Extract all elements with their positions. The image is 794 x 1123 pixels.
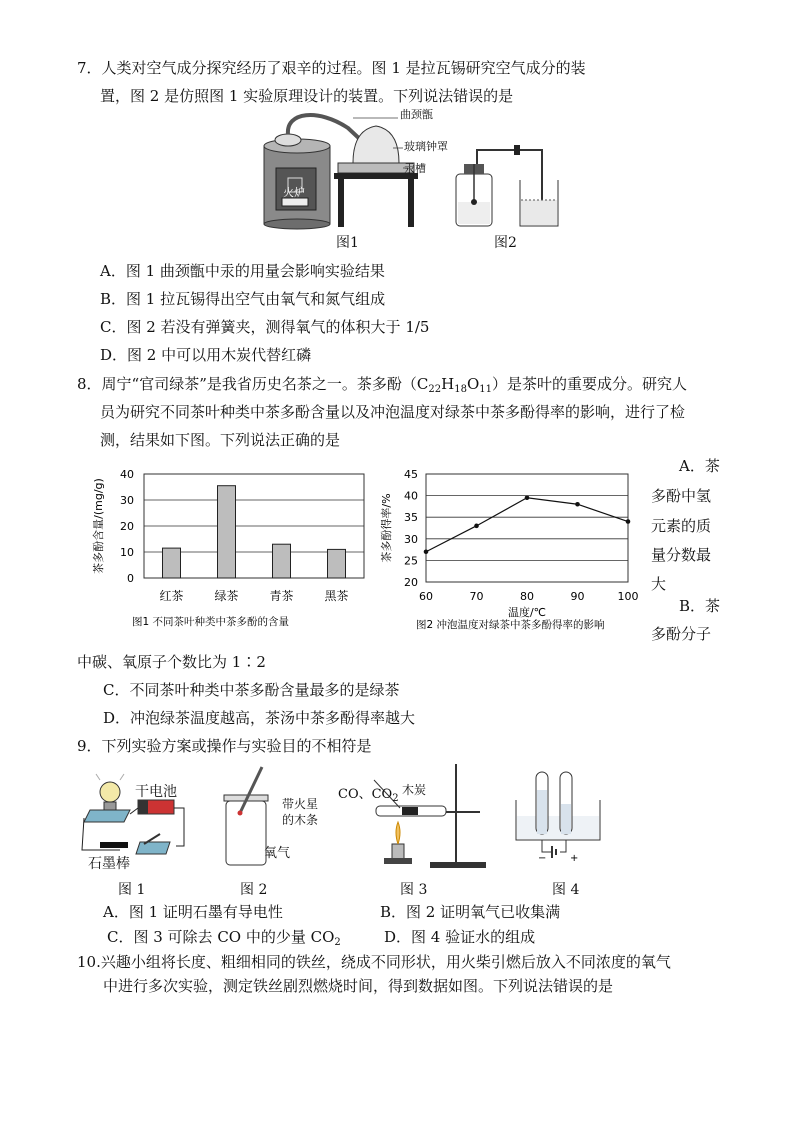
svg-text:+: +: [570, 853, 579, 864]
label-glowing-splint-2: 的木条: [282, 813, 319, 827]
q8-stem-line1: [77, 374, 687, 394]
q7-stem-line2: 置，图 2 是仿照图 1 实验原理设计的装置。下列说法错误的是: [100, 87, 514, 105]
x-tick-label: 绿茶: [214, 589, 239, 603]
y-tick-label: 40: [120, 468, 134, 481]
label-charcoal: 木炭: [402, 783, 427, 797]
q9-figure-3-tube-apparatus: [370, 760, 490, 870]
bar: [163, 548, 181, 578]
y-tick-label: 30: [404, 532, 418, 546]
data-point: [424, 549, 429, 554]
q9-option-c-sub: 2: [334, 937, 341, 948]
q8-option-a-line: 元素的质: [651, 517, 712, 535]
label-furnace: 火炉: [283, 186, 305, 199]
x-tick-label: 90: [570, 590, 585, 603]
q8-formula-h: H: [441, 375, 455, 393]
x-tick-label: 红茶: [159, 589, 184, 603]
q7-figure-1-caption: 图1: [336, 235, 359, 251]
q9-option-a[interactable]: A．图 1 证明石墨有导电性: [103, 903, 283, 921]
q10-stem-line2: 中进行多次实验，测定铁丝剧烈燃烧时间，得到数据如图。下列说法错误的是: [103, 977, 614, 995]
q8-formula-o: O: [466, 375, 480, 393]
plot-area: [426, 474, 628, 582]
x-tick-label: 青茶: [269, 589, 294, 603]
y-tick-label: 20: [404, 576, 418, 589]
label-retort: 曲颈甑: [400, 108, 433, 121]
x-tick-label: 60: [419, 590, 433, 603]
chart-title: 图1 不同茶叶种类中茶多酚的含量: [132, 616, 290, 628]
label-co2-sub: 2: [392, 793, 399, 804]
q8-stem-line2: 员为研究不同茶叶种类中茶多酚含量以及冲泡温度对绿茶中茶多酚得率的影响，进行了检: [100, 403, 686, 421]
x-tick-label: 70: [469, 590, 484, 603]
label-graphite-rod: 石墨棒: [88, 856, 130, 872]
q9-option-c-text: C．图 3 可除去 CO 中的少量 CO: [107, 928, 335, 946]
q7-figure-2-caption: 图2: [494, 235, 517, 251]
q8-option-a-line: 大: [651, 575, 667, 593]
q8-formula-sub-o: 11: [479, 384, 492, 395]
data-point: [626, 519, 631, 524]
q8-stem-text-a: 8．周宁“官司绿茶”是我省历史名茶之一。茶多酚（C: [77, 375, 429, 393]
q8-option-c[interactable]: C．不同茶叶种类中茶多酚含量最多的是绿茶: [103, 681, 400, 699]
q7-option-d[interactable]: D．图 2 中可以用木炭代替红磷: [100, 346, 312, 364]
q8-option-a-line: 量分数最: [651, 546, 712, 564]
q9-stem: 9．下列实验方案或操作与实验目的不相符是: [77, 737, 372, 755]
q9-option-c[interactable]: [107, 927, 341, 947]
y-tick-label: 35: [404, 511, 418, 525]
q8-option-a-line: 多酚中氢: [651, 487, 712, 505]
y-axis-label: 茶多酚得率/%: [380, 493, 393, 563]
q10-stem-line1: 10.兴趣小组将长度、粗细相同的铁丝，绕成不同形状，用火柴引燃后放入不同浓度的氧气: [77, 953, 671, 971]
q7-option-b[interactable]: B．图 1 拉瓦锡得出空气由氧气和氮气组成: [100, 290, 386, 308]
label-dry-battery: 干电池: [135, 784, 177, 800]
x-tick-label: 100: [617, 590, 639, 603]
q9-caption-figure-3: 图 3: [400, 882, 428, 898]
label-co-co2-text: CO、CO: [338, 787, 393, 802]
q8-option-b-line: B．茶: [679, 597, 721, 615]
q8-stem-line3: 测，结果如下图。下列说法正确的是: [100, 431, 341, 449]
bar: [218, 486, 236, 578]
q7-stem-line1: 7．人类对空气成分探究经历了艰辛的过程。图 1 是拉瓦锡研究空气成分的装: [77, 59, 586, 77]
q9-caption-figure-2: 图 2: [240, 882, 268, 898]
q9-option-b[interactable]: B．图 2 证明氧气已收集满: [380, 903, 561, 921]
y-axis-label: 茶多酚含量/(mg/g): [92, 478, 105, 574]
x-axis-label: 温度/℃: [507, 606, 547, 619]
q8-bar-chart: [88, 460, 378, 636]
data-point: [474, 524, 479, 529]
label-mercury-trough: 汞槽: [404, 162, 426, 175]
q7-option-c[interactable]: C．图 2 若没有弹簧夹，测得氧气的体积大于 1/5: [100, 318, 430, 336]
q8-option-b-line: 多酚分子: [651, 625, 712, 643]
q8-formula-sub-h: 18: [454, 384, 467, 395]
label-glowing-splint-1: 带火星: [282, 797, 319, 811]
chart-title: 图2 冲泡温度对绿茶中茶多酚得率的影响: [416, 619, 605, 631]
q7-option-a[interactable]: A．图 1 曲颈甑中汞的用量会影响实验结果: [100, 262, 385, 280]
label-oxygen: 氧气: [264, 846, 291, 861]
bar: [328, 549, 346, 578]
q8-line-chart: [378, 460, 646, 636]
q9-caption-figure-1: 图 1: [118, 882, 146, 898]
data-point: [575, 502, 580, 507]
y-tick-label: 10: [120, 546, 134, 559]
label-co-co2: [338, 785, 399, 805]
y-tick-label: 0: [127, 572, 134, 585]
y-tick-label: 45: [404, 468, 418, 481]
q9-option-d[interactable]: D．图 4 验证水的组成: [384, 928, 536, 946]
y-tick-label: 20: [120, 520, 134, 533]
x-tick-label: 黑茶: [324, 589, 349, 603]
x-tick-label: 80: [520, 590, 534, 603]
y-tick-label: 30: [120, 494, 134, 507]
q8-formula-sub-c: 22: [428, 384, 442, 395]
q8-option-b-continuation: 中碳、氧原子个数比为 1∶2: [77, 653, 266, 671]
label-bell-jar: 玻璃钟罩: [404, 140, 448, 153]
q9-figure-4-electrolysis: [512, 770, 604, 870]
y-tick-label: 40: [404, 489, 418, 503]
data-point: [525, 495, 530, 500]
q9-caption-figure-4: 图 4: [552, 882, 580, 898]
q8-stem-text-d: ）是茶叶的重要成分。研究人: [491, 375, 687, 393]
y-tick-label: 25: [404, 554, 418, 568]
bar: [273, 544, 291, 578]
svg-text:−: −: [538, 853, 547, 864]
q7-figure-2-apparatus: [450, 140, 560, 230]
q8-option-d[interactable]: D．冲泡绿茶温度越高，茶汤中茶多酚得率越大: [103, 709, 416, 727]
q8-option-a-line: A．茶: [679, 457, 720, 475]
